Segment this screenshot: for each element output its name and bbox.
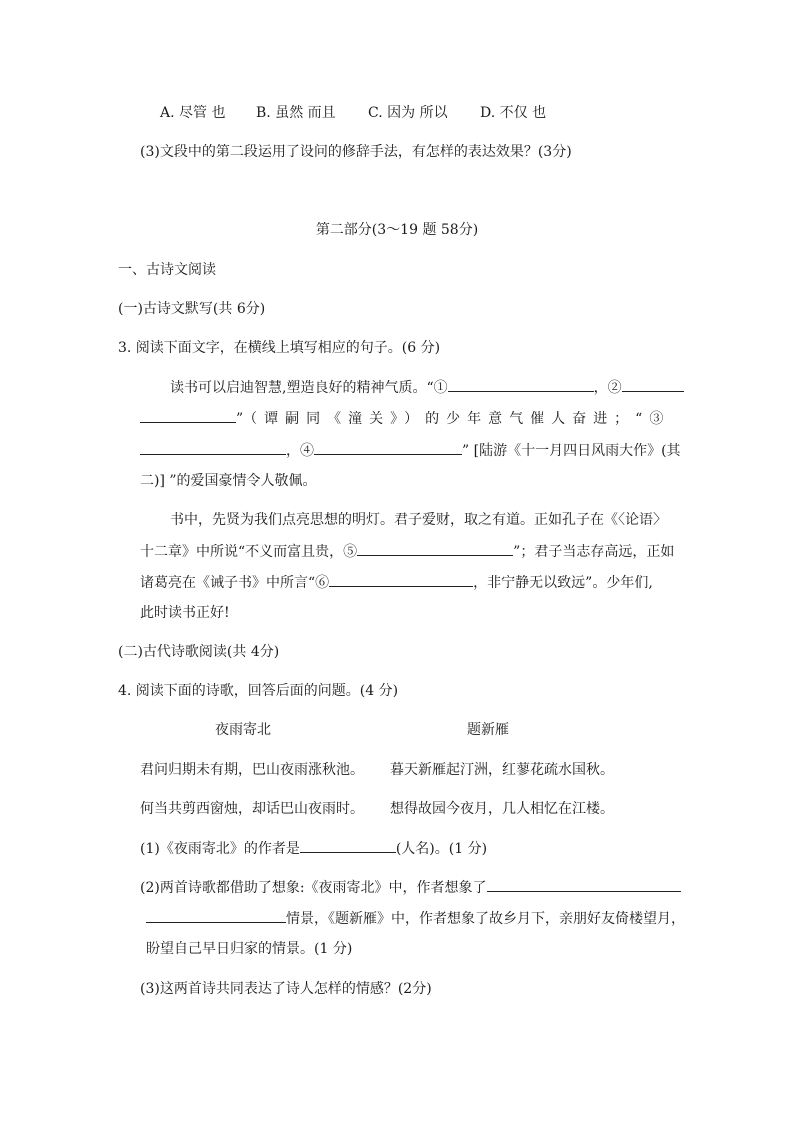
- q3-text-b: ，②: [593, 380, 622, 396]
- option-c: C. 因为 所以: [368, 105, 448, 121]
- q4-sub-2-line-3: 盼望自己早日归家的情景。(1 分): [146, 941, 353, 957]
- q3-p2-text-e: ，非宁静无以致远”。少年们,: [473, 575, 653, 591]
- q3-line-3: [140, 440, 681, 461]
- q4-sub-2-line-2: [146, 908, 685, 929]
- question-2-3: (3)文段中的第二段运用了设问的修辞手法，有怎样的表达效果？(3分): [140, 144, 572, 160]
- q4-sub-3: (3)这两首诗共同表达了诗人怎样的情感？(2分): [140, 981, 432, 997]
- option-a: A. 尽管 也: [160, 105, 226, 121]
- poem-2-line-1: 暮天新雁起汀洲，红蓼花疏水国秋。: [390, 762, 614, 778]
- subsection-heading-1: (一)古诗文默写(共 6分): [118, 301, 266, 317]
- option-d: D. 不仅 也: [480, 105, 547, 121]
- q3-line-1: [170, 377, 684, 398]
- answer-blank-2-cont[interactable]: [140, 408, 236, 423]
- q3-p2-line-3: [140, 572, 653, 593]
- q4-sub-1-text-a: (1)《夜雨寄北》的作者是: [140, 841, 300, 857]
- answer-blank-imagination[interactable]: [487, 877, 681, 892]
- q3-p2-text-d: 诸葛亮在《诫子书》中所言“⑥: [140, 575, 330, 591]
- poem-1-line-1: 君问归期未有期，巴山夜雨涨秋池。: [140, 762, 364, 778]
- part2-title: 第二部分(3～19 题 58分): [315, 222, 479, 238]
- answer-blank-5[interactable]: [357, 541, 513, 556]
- question-3-stem: 3. 阅读下面文字，在横线上填写相应的句子。(6 分): [118, 340, 441, 356]
- poem-1-title: 夜雨寄北: [215, 722, 271, 738]
- q4-sub-2-text-b: 情景，《题新雁》中，作者想象了故乡月下，亲朋好友倚楼望月，: [286, 911, 685, 927]
- option-b: B. 虽然 而且: [256, 105, 336, 121]
- q3-text-e: ” [陆游《十一月四日风雨大作》(其: [462, 443, 681, 459]
- answer-blank-3[interactable]: [140, 440, 286, 455]
- answer-blank-2[interactable]: [622, 377, 684, 392]
- q3-p2-line-1: 书中，先贤为我们点亮思想的明灯。君子爱财，取之有道。正如孔子在《〈论语〉: [170, 512, 667, 528]
- q3-text-a: 读书可以启迪智慧,塑造良好的精神气质。“①: [170, 380, 448, 396]
- q3-p2-text-b: 十二章》中所说“不义而富且贵，⑤: [140, 544, 358, 560]
- q3-text-d: ，④: [286, 443, 314, 459]
- answer-blank-6[interactable]: [329, 572, 473, 587]
- poem-2-title: 题新雁: [467, 722, 509, 738]
- q3-p2-text-c: ”；君子当志存高远，正如: [513, 544, 675, 560]
- q4-sub-1-text-b: (人名)。(1 分): [395, 841, 488, 857]
- q4-sub-1: [140, 838, 487, 859]
- q3-p2-line-4: 此时读书正好!: [140, 605, 230, 621]
- question-4-stem: 4. 阅读下面的诗歌，回答后面的问题。(4 分): [118, 683, 399, 699]
- answer-blank-author[interactable]: [300, 838, 396, 853]
- section-heading: 一、古诗文阅读: [118, 262, 216, 278]
- subsection-heading-2: (二)古代诗歌阅读(共 4分): [118, 644, 280, 660]
- poem-1-line-2: 何当共剪西窗烛，却话巴山夜雨时。: [140, 801, 364, 817]
- answer-blank-4[interactable]: [314, 440, 462, 455]
- q3-p2-line-2: [140, 541, 674, 562]
- q3-text-f: 二)] ”的爱国豪情令人敬佩。: [140, 473, 317, 489]
- poem-2-line-2: 想得故园今夜月，几人相忆在江楼。: [390, 801, 614, 817]
- answer-blank-imagination-cont[interactable]: [146, 908, 286, 923]
- q3-text-c: ”（谭嗣同《潼关》）的少年意气催人奋进；“③: [236, 411, 671, 427]
- q4-sub-2-line-1: [140, 877, 681, 898]
- q4-sub-2-text-a: (2)两首诗歌都借助了想象:《夜雨寄北》中，作者想象了: [140, 880, 487, 896]
- answer-blank-1[interactable]: [448, 377, 594, 392]
- q3-line-2: [140, 408, 674, 429]
